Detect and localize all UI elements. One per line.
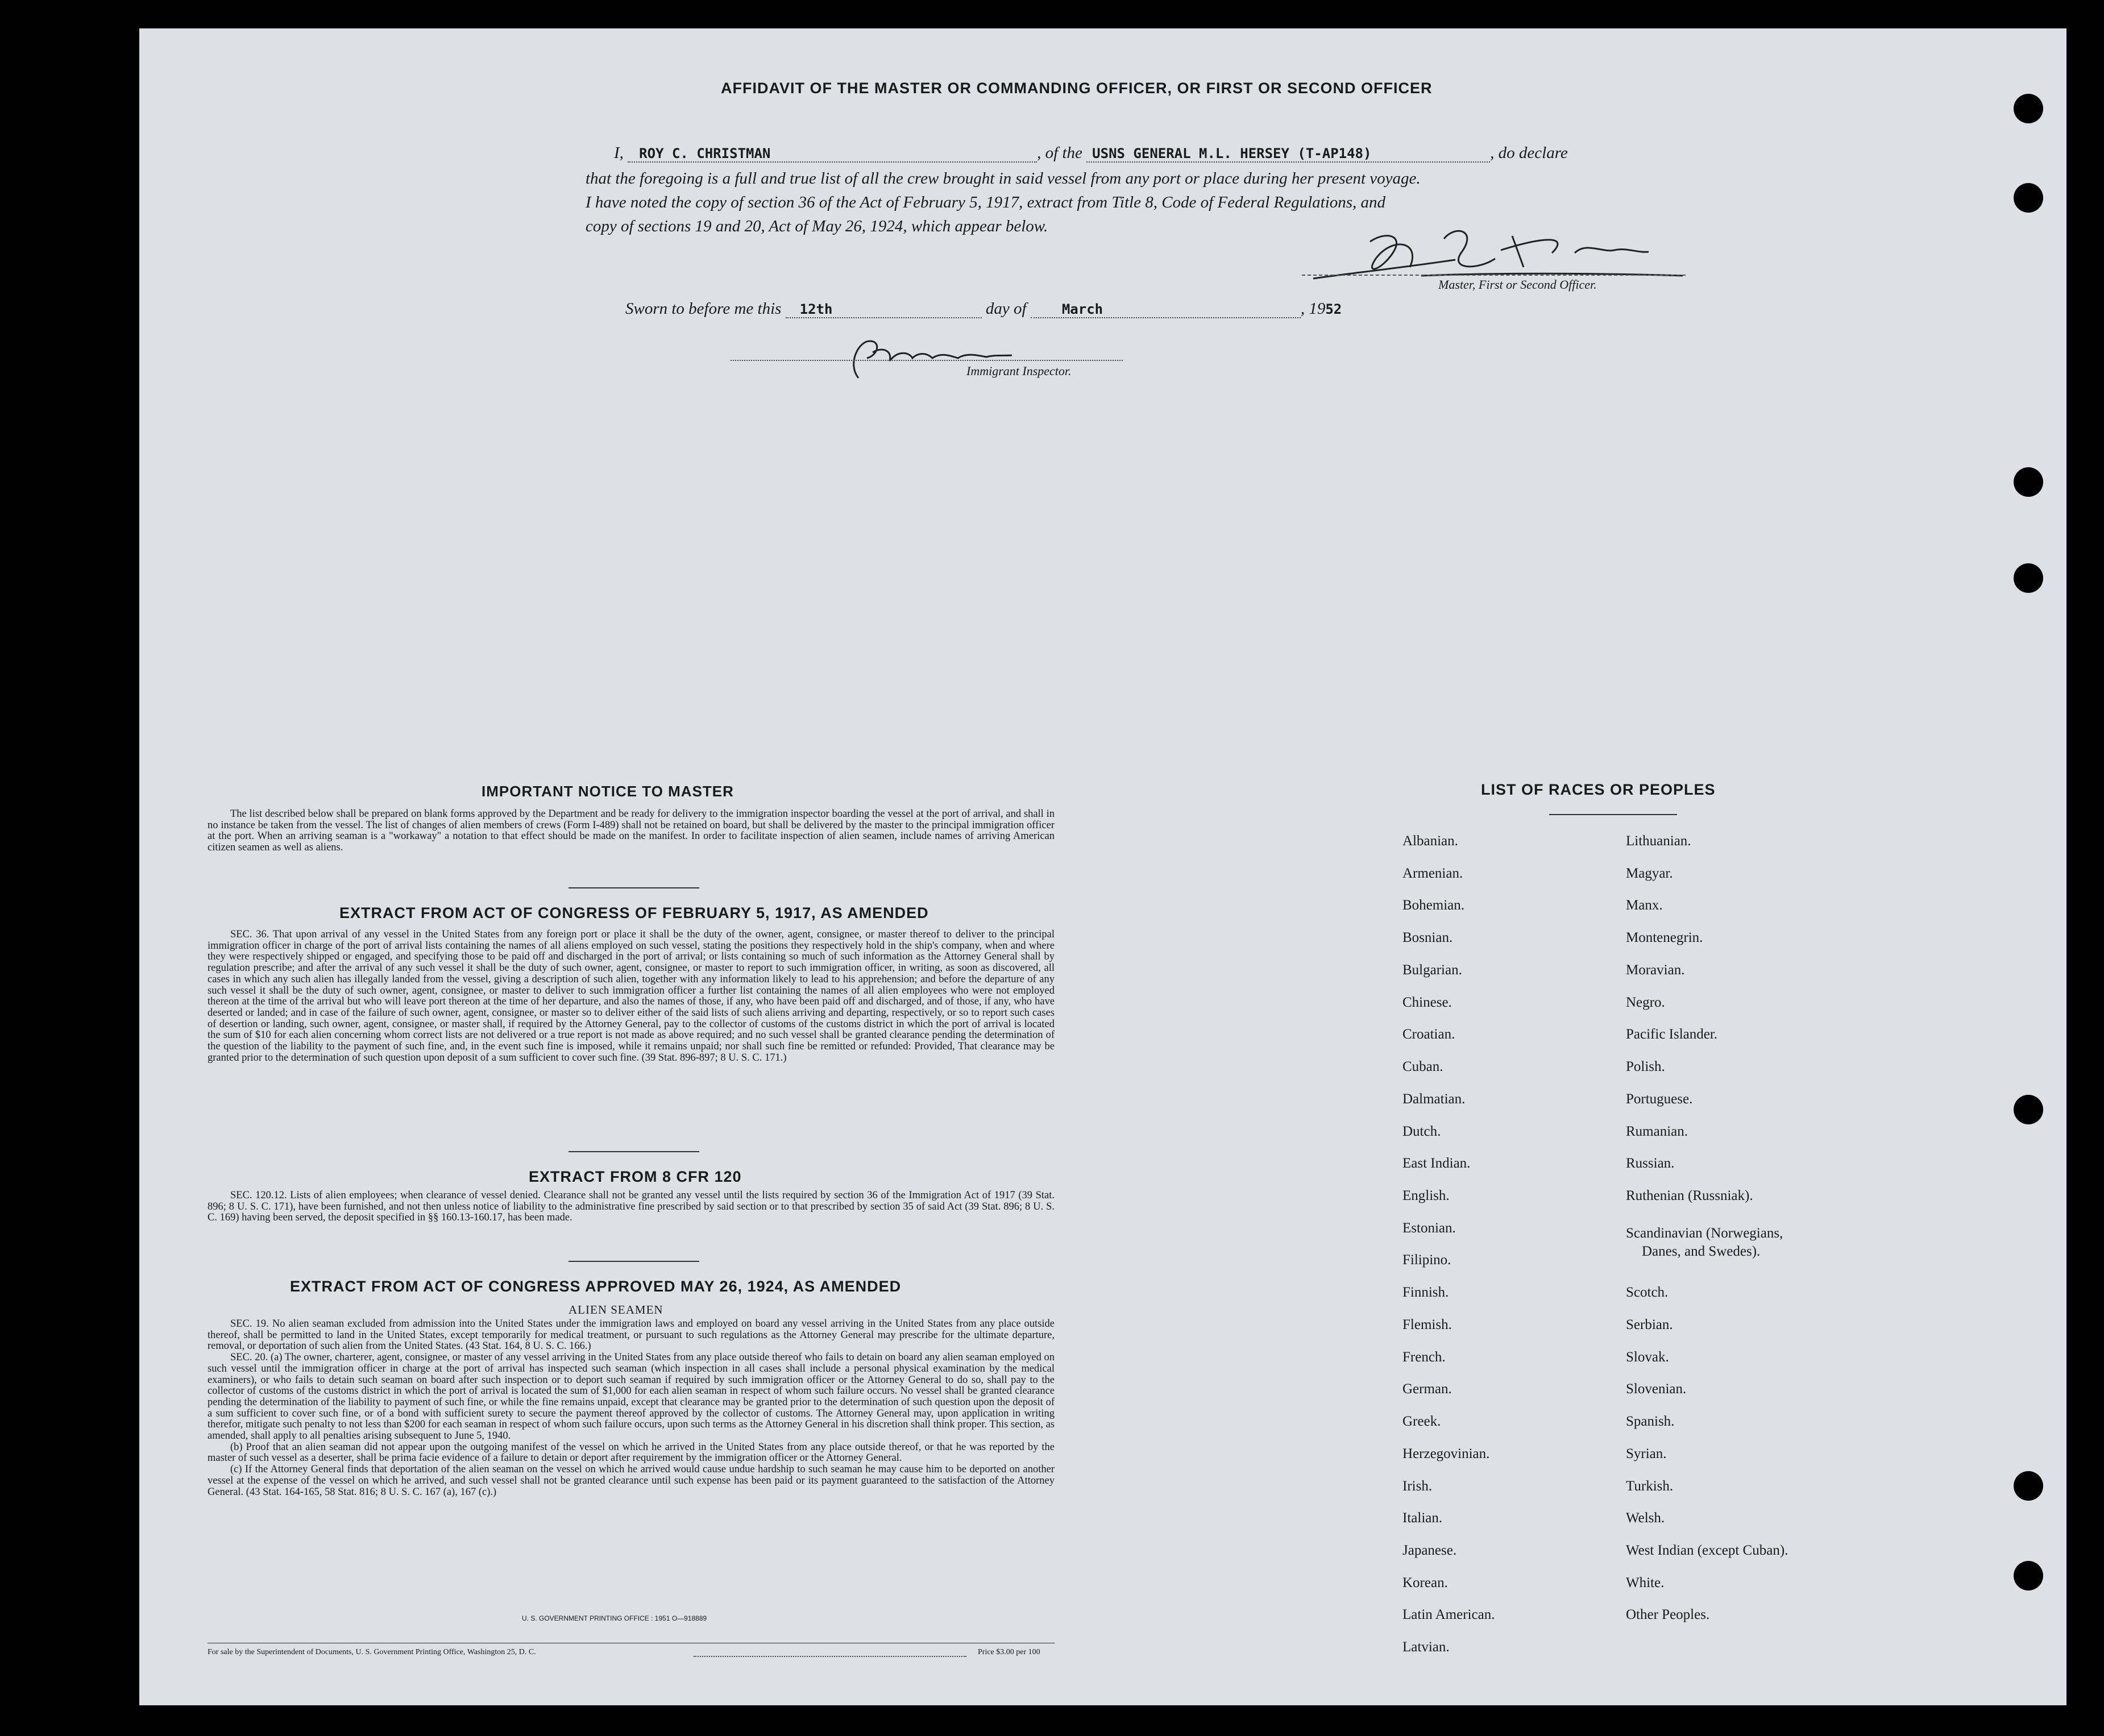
punch-hole: [2014, 1471, 2043, 1501]
master-name: ROY C. CHRISTMAN: [628, 146, 1037, 163]
race-item: Greek.: [1402, 1414, 1441, 1429]
race-item: Scandinavian (Norwegians,: [1626, 1226, 1783, 1241]
race-item: Polish.: [1626, 1059, 1665, 1074]
inspector-caption: Immigrant Inspector.: [966, 364, 1072, 378]
extract-1924-heading: EXTRACT FROM ACT OF CONGRESS APPROVED MAY 26, 1924, AS AMENDED: [290, 1278, 902, 1295]
race-item: Negro.: [1626, 995, 1665, 1010]
race-item: Rumanian.: [1626, 1124, 1688, 1139]
race-item: Filipino.: [1402, 1252, 1451, 1268]
sec-20a-paragraph: SEC. 20. (a) The owner, charterer, agent, consignee, or master of any vessel arriving in the United States from any place outside thereof who fails to detain on board any alien seaman employed on such vessel until the immigration officer in charge at the port of arrival has inspected such seaman (which inspection in all cases shall include a personal physical examination by the medical examiners), or who fails to detain such seaman on board after such inspection or to deport such seaman if required by such immigration officer or the Attorney General to do so, shall pay to the collector of customs of the customs district in which the port of arrival is located the sum of $1,000 for each alien seaman in respect of whom such failure occurs. No vessel shall be granted clearance pending the determination of the liability to payment of such fine, or while the fine remains unpaid, except that clearance may be granted prior to the determination of such question upon the deposit of a sum sufficient to cover such fine, or of a bond with sufficient surety to secure the payment thereof approved by the collector of customs. The Attorney General may, upon application in writing therefor, mitigate such penalty to not less than $200 for each seaman in respect of whom such failure occurs, upon such terms as the Attorney General in his discretion shall think proper. This section, as amended, shall apply to all penalties arising subsequent to June 5, 1940.: [208, 1352, 1055, 1442]
master-signature: [1308, 219, 1694, 287]
of-the-label: , of the: [1037, 144, 1082, 162]
extract-1917-heading: EXTRACT FROM ACT OF CONGRESS OF FEBRUARY 5, 1917, AS AMENDED: [339, 904, 929, 921]
punch-hole: [2014, 183, 2043, 213]
race-item: Japanese.: [1402, 1543, 1457, 1558]
race-item: Bohemian.: [1402, 898, 1465, 913]
race-item: Croatian.: [1402, 1027, 1455, 1042]
sec-120-paragraph: SEC. 120.12. Lists of alien employees; when clearance of vessel denied. Clearance shall not be granted any vessel until the lists required by section 36 of the Immigration Act of 1917 (39 Stat. 896; 8 U. S. C. 171), have been furnished, and not then unless notice of liability to the administrative fine prescribed by said section or to that prescribed by section 35 of said Act (39 Stat. 896; 8 U. S. C. 169) having been served, the deposit specified in §§ 160.13-160.17, has been made.: [208, 1190, 1055, 1224]
sworn-line: [625, 300, 1342, 318]
race-item: White.: [1626, 1575, 1665, 1590]
race-item: Flemish.: [1402, 1317, 1452, 1332]
race-item: Italian.: [1402, 1510, 1443, 1526]
declaration-line-1: [614, 144, 1568, 163]
year-suffix: 52: [1325, 301, 1342, 317]
footer-left: For sale by the Superintendent of Documents, U. S. Government Printing Office, Washington 25, D. C.: [208, 1648, 536, 1656]
do-declare-label: , do declare: [1490, 144, 1568, 162]
extract-1924-text: [208, 1319, 1055, 1498]
race-item: Manx.: [1626, 898, 1663, 913]
notice-text: [208, 809, 1055, 854]
divider: [568, 1151, 699, 1152]
declaration-line-2: that the foregoing is a full and true list of all the crew brought in said vessel from any port or place during her present voyage.: [586, 169, 1421, 188]
race-item: Scotch.: [1626, 1285, 1669, 1300]
race-item: Albanian.: [1402, 833, 1458, 849]
divider: [568, 887, 699, 888]
race-item: Serbian.: [1626, 1317, 1673, 1332]
extract-1917-text: [208, 929, 1055, 1064]
footer-leader: [694, 1648, 966, 1657]
alien-seamen-subheading: ALIEN SEAMEN: [568, 1303, 663, 1316]
race-item: Chinese.: [1402, 995, 1452, 1010]
sworn-month: March: [1031, 301, 1301, 318]
punch-hole: [2014, 467, 2043, 497]
race-item: Dalmatian.: [1402, 1091, 1466, 1107]
race-item: Moravian.: [1626, 962, 1685, 978]
i-label: I,: [614, 144, 624, 162]
race-item: Syrian.: [1626, 1446, 1667, 1461]
race-item: Cuban.: [1402, 1059, 1443, 1074]
affidavit-heading: AFFIDAVIT OF THE MASTER OR COMMANDING OFFICER, OR FIRST OR SECOND OFFICER: [721, 80, 1433, 97]
inspector-signature-line: [731, 360, 1123, 361]
sec-20b-paragraph: (b) Proof that an alien seaman did not appear upon the outgoing manifest of the vessel on which he arrived in the United States from any place outside thereof, or that he was reported by the master of such vessel as a deserter, shall be prima facie evidence of a failure to detain or deport after requirement by the immigration officer or the Attorney General.: [208, 1441, 1055, 1464]
race-item: Danes, and Swedes).: [1642, 1244, 1761, 1259]
master-caption: Master, First or Second Officer.: [1438, 277, 1597, 292]
race-item: Latvian.: [1402, 1639, 1450, 1655]
race-item: Portuguese.: [1626, 1091, 1693, 1107]
punch-hole: [2014, 1561, 2043, 1590]
master-signature-line: [1302, 275, 1686, 276]
race-item: Spanish.: [1626, 1414, 1675, 1429]
divider: [568, 1261, 699, 1262]
race-item: Korean.: [1402, 1575, 1448, 1590]
punch-hole: [2014, 1095, 2043, 1124]
sec-20c-paragraph: (c) If the Attorney General finds that deportation of the alien seaman on the vessel on which he arrived would cause undue hardship to such seaman he may cause him to be deported on another vessel at the expense of the vessel on which he arrived, and such vessel shall not be granted clearance until such expense has been paid or its payment guaranteed to the satisfaction of the Attorney General. (43 Stat. 164-165, 58 Stat. 816; 8 U. S. C. 167 (a), 167 (c).): [208, 1464, 1055, 1498]
sworn-label: Sworn to before me this: [625, 300, 782, 318]
race-item: Dutch.: [1402, 1124, 1441, 1139]
sworn-day: 12th: [786, 301, 982, 318]
sec-36-paragraph: SEC. 36. That upon arrival of any vessel in the United States from any foreign port or place it shall be the duty of the owner, agent, consignee, or master thereof to deliver to the principal immigration officer in charge of the port of arrival lists containing the names of all aliens employed on such vessel, stating the positions they respectively hold in the ship's company, when and where they were respectively shipped or engaged, and specifying those to be paid off and discharged in the port of arrival; or lists containing so much of such information as the Attorney General shall by regulation prescribe; and after the arrival of any such vessel it shall be the duty of such owner, agent, consignee, or master to report to such immigration officer, in writing, as soon as discovered, all cases in which any such alien has illegally landed from the vessel, giving a description of such alien, together with any information likely to lead to his apprehension; and before the departure of any such vessel it shall be the duty of such owner, agent, consignee, or master to deliver to such immigration officer a further list containing the names of all alien employees who were not employed thereon at the time of the arrival but who will leave port thereon at the time of her departure, and also the names of those, if any, who have been paid off and discharged, and of those, if any, who have deserted or landed; and in case of the failure of such owner, agent, consignee, or master so to deliver either of the said lists of such aliens arriving and departing, respectively, or so to report such cases of desertion or landing, such owner, agent, consignee, or master shall, if required by the Attorney General, pay to the collector of customs of the customs district in which the port of arrival is located the sum of $10 for each alien concerning whom correct lists are not delivered or a true report is not made as above required; and no such vessel shall be granted clearance pending the determination of the question of the liability to the payment of such fine, and, in the event such fine is imposed, while it remains unpaid; nor shall such fine be remitted or refunded: Provided, That clearance may be granted prior to the determination of such question upon deposit of a sum sufficient to cover such fine. (39 Stat. 896-897; 8 U. S. C. 171.): [208, 929, 1055, 1064]
race-item: Ruthenian (Russniak).: [1626, 1188, 1753, 1203]
race-item: French.: [1402, 1349, 1446, 1365]
footer-right: Price $3.00 per 100: [978, 1648, 1040, 1656]
race-item: English.: [1402, 1188, 1450, 1203]
race-item: East Indian.: [1402, 1156, 1471, 1171]
races-heading-rule: [1549, 814, 1677, 815]
declaration-line-4: copy of sections 19 and 20, Act of May 26, 1924, which appear below.: [586, 217, 1048, 235]
races-heading: LIST OF RACES OR PEOPLES: [1481, 781, 1716, 798]
race-item: West Indian (except Cuban).: [1626, 1543, 1788, 1558]
race-item: Herzegovinian.: [1402, 1446, 1490, 1461]
notice-heading: IMPORTANT NOTICE TO MASTER: [482, 783, 734, 800]
race-item: Lithuanian.: [1626, 833, 1691, 849]
year-prefix: , 19: [1300, 300, 1326, 318]
punch-hole: [2014, 563, 2043, 593]
extract-cfr-heading: EXTRACT FROM 8 CFR 120: [529, 1168, 742, 1185]
race-item: Estonian.: [1402, 1220, 1456, 1236]
race-item: Irish.: [1402, 1478, 1433, 1494]
race-item: Bulgarian.: [1402, 962, 1462, 978]
day-of-label: day of: [985, 300, 1027, 318]
race-item: Armenian.: [1402, 866, 1463, 881]
race-item: Turkish.: [1626, 1478, 1674, 1494]
notice-paragraph: The list described below shall be prepared on blank forms approved by the Department and be ready for delivery to the immigration inspector boarding the vessel at the port of arrival, and shall in no instance be taken from the vessel. The list of changes of alien members of crews (Form I-489) shall not be retained on board, but shall be delivered by the master to the principal immigration officer at the port. When an arriving seaman is a "workaway" a notation to that effect should be made on the manifest. In order to facilitate inspection of alien seamen, include names of arriving American citizen seamen as well as aliens.: [208, 808, 1055, 854]
race-item: Other Peoples.: [1626, 1607, 1710, 1622]
race-item: Finnish.: [1402, 1285, 1449, 1300]
race-item: Slovak.: [1626, 1349, 1669, 1365]
race-item: Pacific Islander.: [1626, 1027, 1718, 1042]
punch-hole: [2014, 94, 2043, 123]
sec-19-paragraph: SEC. 19. No alien seaman excluded from admission into the United States under the immigration laws and employed on board any vessel arriving in the United States from any place outside thereof, shall be permitted to land in the United States, except temporarily for medical treatment, or pursuant to such regulations as the Attorney General may prescribe for the ultimate departure, removal, or deportation of such alien from the United States. (43 Stat. 164, 8 U. S. C. 166.): [208, 1318, 1055, 1352]
race-item: Welsh.: [1626, 1510, 1665, 1526]
race-item: Slovenian.: [1626, 1381, 1687, 1397]
race-item: Bosnian.: [1402, 930, 1453, 945]
race-item: German.: [1402, 1381, 1452, 1397]
declaration-line-3: I have noted the copy of section 36 of the Act of February 5, 1917, extract from Title 8, Code of Federal Regulations, and: [586, 193, 1386, 211]
race-item: Russian.: [1626, 1156, 1675, 1171]
race-item: Magyar.: [1626, 866, 1673, 881]
race-item: Montenegrin.: [1626, 930, 1703, 945]
extract-cfr-text: [208, 1190, 1055, 1224]
race-item: Latin American.: [1402, 1607, 1495, 1622]
vessel-name: USNS GENERAL M.L. HERSEY (T-AP148): [1086, 146, 1490, 163]
gpo-line: U. S. GOVERNMENT PRINTING OFFICE : 1951 O—918889: [522, 1614, 707, 1622]
